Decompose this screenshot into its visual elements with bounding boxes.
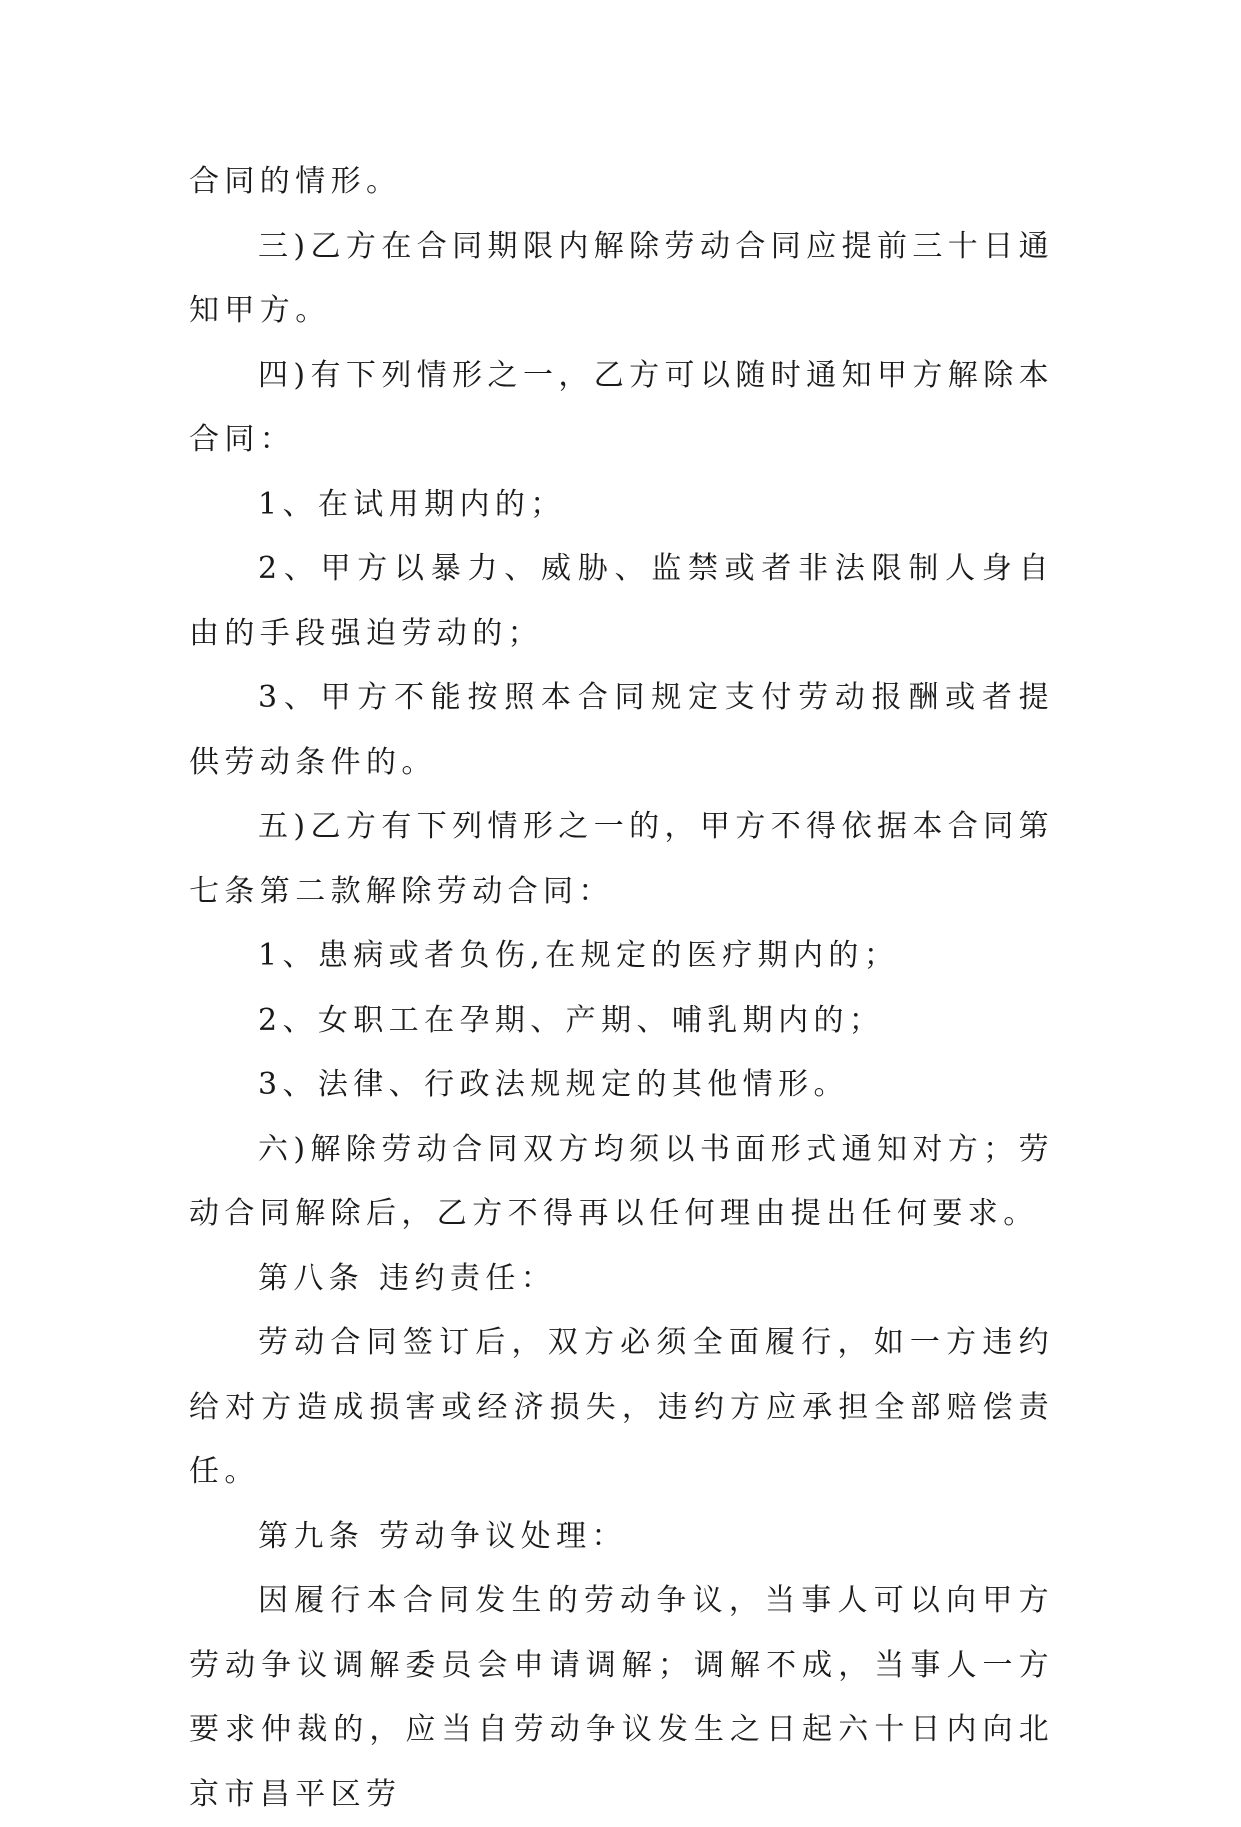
paragraph-clause-6: 六)解除劳动合同双方均须以书面形式通知对方；劳动合同解除后，乙方不得再以任何理由提出任何要求。 (189, 1131, 1054, 1231)
paragraph-clause-5-item-2: 2、女职工在孕期、产期、哺乳期内的； (258, 1002, 885, 1038)
paragraph-clause-4-item-2: 2、甲方以暴力、威胁、监禁或者非法限制人身自由的手段强迫劳动的； (189, 551, 1054, 651)
article-8-heading: 第八条 违约责任： (258, 1260, 557, 1296)
paragraph-clause-4: 四)有下列情形之一，乙方可以随时通知甲方解除本合同： (189, 357, 1054, 457)
article-9-heading: 第九条 劳动争议处理： (258, 1518, 627, 1554)
paragraph-clause-4-item-1: 1、在试用期内的； (258, 486, 566, 522)
article-8-body: 劳动合同签订后，双方必须全面履行，如一方违约给对方造成损害或经济损失，违约方应承担全部赔偿责任。 (189, 1325, 1054, 1489)
article-9-body: 因履行本合同发生的劳动争议，当事人可以向甲方劳动争议调解委员会申请调解；调解不成，当事人一方要求仲裁的，应当自劳动争议发生之日起六十日内向北京市昌平区劳 (189, 1583, 1054, 1812)
paragraph-clause-4-item-3: 3、甲方不能按照本合同规定支付劳动报酬或者提供劳动条件的。 (189, 680, 1054, 780)
paragraph-continuation: 合同的情形。 (189, 164, 402, 199)
document-body (189, 150, 1054, 1827)
paragraph-clause-3: 三)乙方在合同期限内解除劳动合同应提前三十日通知甲方。 (189, 228, 1054, 328)
paragraph-clause-5-item-1: 1、患病或者负伤,在规定的医疗期内的； (258, 938, 900, 973)
paragraph-clause-5: 五)乙方有下列情形之一的，甲方不得依据本合同第七条第二款解除劳动合同： (189, 809, 1054, 909)
paragraph-clause-5-item-3: 3、法律、行政法规规定的其他情形。 (258, 1067, 849, 1102)
